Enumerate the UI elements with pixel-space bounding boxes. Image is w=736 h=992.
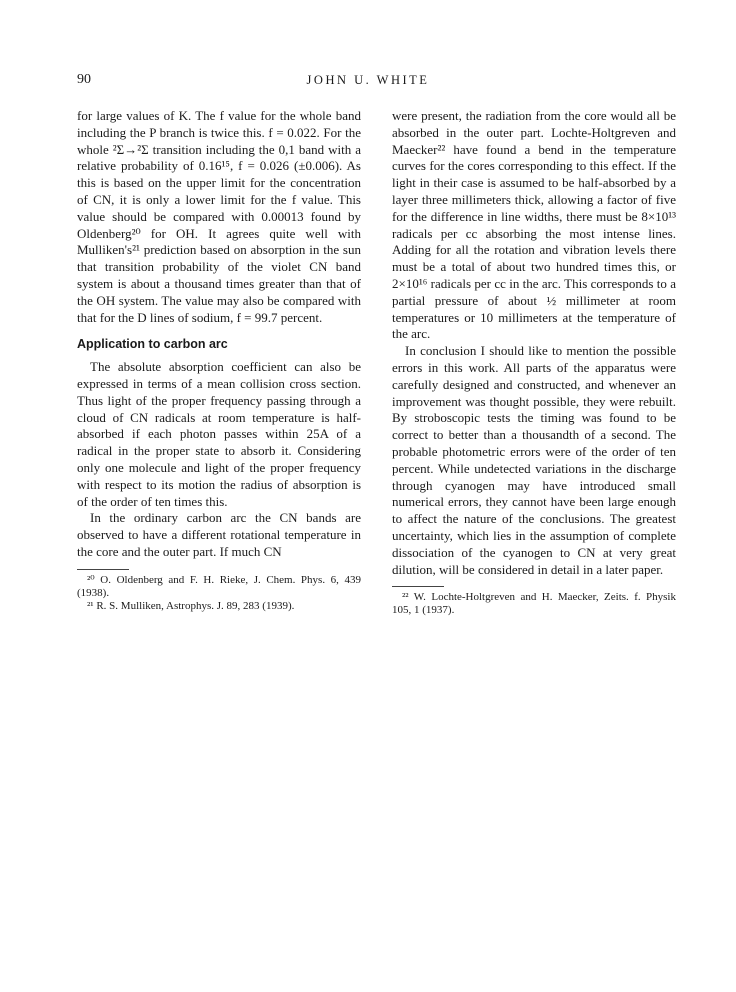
body-paragraph: The absolute absorption coefficient can also be expressed in terms of a mean collision cross section. Thus light of the proper frequency passing through a cloud of CN radicals at room temperature is half-absorbed if each photon passes within 25A of a radical in the proper state to absorb it. Considering only one molecule and light of the proper frequency with respect to its motion the radius of absorption is of the order of ten times this. — [77, 359, 361, 509]
running-head: JOHN U. WHITE — [306, 73, 430, 87]
footnote: ²¹ R. S. Mulliken, Astrophys. J. 89, 283 (1939). — [87, 599, 295, 612]
footnotes — [392, 591, 676, 617]
page-number: 90 — [77, 72, 91, 87]
footnote-rule — [392, 586, 444, 587]
body-paragraph: In conclusion I should like to mention the possible errors in this work. All parts of the apparatus were carefully designed and constructed, and whenever an improvement was thought possible, they were rebuilt. By stroboscopic tests the timing was found to be correct to better than a thousandth of a second. The probable photometric errors were of the order of ten percent. While undetected variations in the discharge through cyanogen may have introduced small numerical errors, they cannot have been large enough to affect the nature of the conclusions. The greatest uncertainty, which lies in the assumption of complete dissociation of the cyanogen to CN at very great dilution, will be considered in detail in a later paper. — [392, 343, 676, 577]
footnote: ²⁰ O. Oldenberg and F. H. Rieke, J. Chem. Phys. 6, 439 (1938). — [77, 573, 361, 599]
body-paragraph: for large values of K. The f value for the whole band including the P branch is twice this. f = 0.022. For the whole ²Σ→²Σ transition including the 0,1 band with a relative probability of 0.16¹⁵, f = 0.026 (±0.006). As this is based on the upper limit for the concentration of CN, it is only a lower limit for the f value. This value should be compared with 0.00013 found by Oldenberg²⁰ for OH. It agrees quite well with Mulliken's²¹ prediction based on absorption in the sun that transition probability of the violet CN band system is about a thousand times greater than that of the OH system. The value may also be compared with that for the D lines of sodium, f = 99.7 percent. — [77, 108, 361, 325]
right-column — [392, 108, 676, 617]
footnotes — [77, 574, 361, 613]
body-paragraph: were present, the radiation from the core would all be absorbed in the outer part. Lochte-Holtgreven and Maecker²² have found a bend in the temperature curves for the cores corresponding to this effect. If the light in their case is assumed to be half-absorbed by a layer three millimeters thick, allowing a factor of five for the difference in line widths, there must be 8×10¹³ radicals per cc absorbing the most intense lines. Adding for all the rotation and vibration levels there must be a total of about two hundred times this, or 2×10¹⁶ radicals per cc in the arc. This corresponds to a partial pressure of about ½ millimeter at room temperatures or 10 millimeters at the temperature of the arc. — [392, 108, 676, 342]
footnote: ²² W. Lochte-Holtgreven and H. Maecker, Zeits. f. Physik 105, 1 (1937). — [392, 591, 676, 617]
section-heading: Application to carbon arc — [77, 337, 228, 352]
left-column — [77, 108, 361, 613]
body-paragraph: In the ordinary carbon arc the CN bands are observed to have a different rotational temperature in the core and the outer part. If much CN — [77, 510, 361, 559]
footnote-rule — [77, 569, 129, 570]
